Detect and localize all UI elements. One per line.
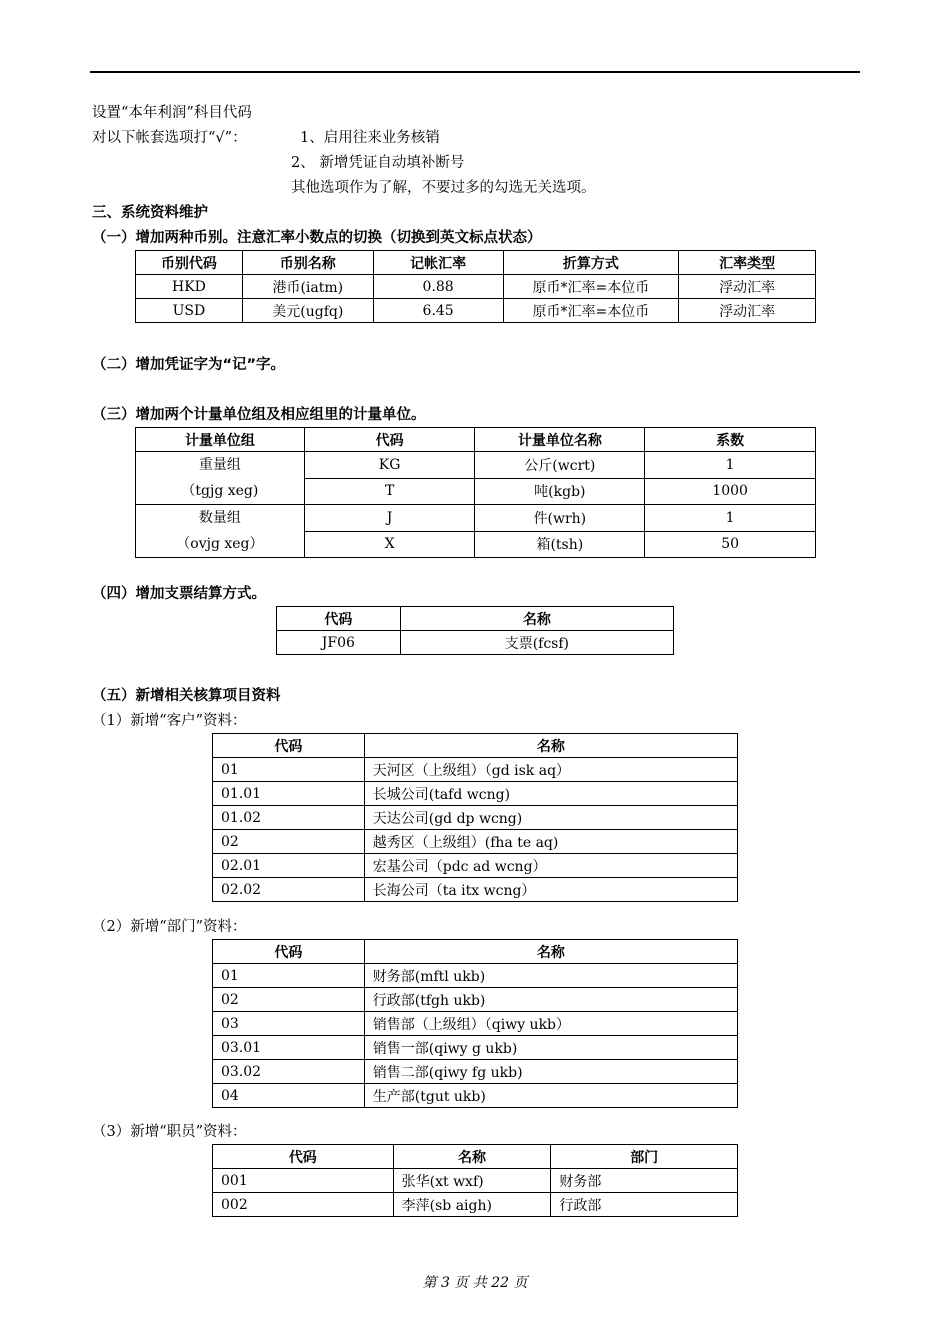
table-cell: 李萍(sb aigh) — [393, 1193, 551, 1217]
dept-label: （2）新增“部门”资料： — [92, 919, 247, 935]
table-cell: 1 — [645, 452, 816, 479]
table-cell: 天河区（上级组）（gd isk aq） — [364, 758, 737, 782]
table-row — [213, 1036, 738, 1060]
s3-title: （三）增加两个计量单位组及相应组里的计量单位。 — [92, 407, 426, 423]
page-footer: 第 3 页 共 22 页 — [422, 1275, 528, 1291]
s5-title: （五）新增相关核算项目资料 — [92, 688, 281, 704]
table-cell: 长城公司(tafd wcng) — [364, 782, 737, 806]
table-row — [213, 758, 738, 782]
unit-group-code: （tgjg xeg) — [181, 483, 259, 499]
table-cell: 张华(xt wxf) — [393, 1169, 551, 1193]
table-cell: 1 — [645, 505, 816, 532]
col-header: 汇率类型 — [679, 251, 816, 275]
unit-group-name: 数量组 — [198, 510, 241, 526]
table-row — [136, 505, 816, 532]
table-row — [277, 631, 674, 655]
table-row — [213, 988, 738, 1012]
unit-table — [135, 427, 816, 558]
table-header-row — [136, 251, 816, 275]
table-cell: 生产部(tgut ukb) — [364, 1084, 737, 1108]
unit-group-name: 重量组 — [198, 457, 241, 473]
table-cell: 001 — [213, 1169, 394, 1193]
table-row — [213, 782, 738, 806]
table-row — [213, 964, 738, 988]
table-cell: 02 — [213, 988, 365, 1012]
table-cell: 港币(iatm) — [242, 275, 373, 299]
table-cell: 50 — [645, 531, 816, 558]
intro-option-1: 1、启用往来业务核销 — [300, 130, 440, 146]
customer-table — [212, 733, 738, 902]
table-cell: 02 — [213, 830, 365, 854]
table-cell: 0.88 — [373, 275, 503, 299]
table-cell: 销售二部(qiwy fg ukb) — [364, 1060, 737, 1084]
table-cell: 行政部 — [551, 1193, 738, 1217]
table-cell: 越秀区（上级组）(fha te aq) — [364, 830, 737, 854]
col-header: 名称 — [364, 940, 737, 964]
table-header-row — [136, 428, 816, 452]
table-cell: 03.02 — [213, 1060, 365, 1084]
col-header: 部门 — [551, 1145, 738, 1169]
header-rule — [90, 71, 860, 73]
table-cell: 1000 — [645, 478, 816, 505]
table-cell: 财务部(mftl ukb) — [364, 964, 737, 988]
unit-group-cell — [136, 452, 305, 505]
intro-line-1: 设置“本年利润”科目代码 — [92, 105, 252, 121]
col-header: 名称 — [364, 734, 737, 758]
table-cell: 销售部（上级组）（qiwy ukb） — [364, 1012, 737, 1036]
table-row — [213, 1060, 738, 1084]
table-row — [136, 299, 816, 323]
col-header: 系数 — [645, 428, 816, 452]
section-3-title: 三、系统资料维护 — [92, 205, 208, 221]
table-cell: HKD — [136, 275, 243, 299]
s2-title: （二）增加凭证字为“记”字。 — [92, 357, 286, 373]
table-cell: KG — [304, 452, 475, 479]
table-cell: 浮动汇率 — [679, 299, 816, 323]
table-cell: 6.45 — [373, 299, 503, 323]
table-cell: 吨(kgb) — [475, 478, 645, 505]
table-header-row — [213, 940, 738, 964]
col-header: 折算方式 — [503, 251, 679, 275]
table-cell: 财务部 — [551, 1169, 738, 1193]
staff-label: （3）新增“职员”资料： — [92, 1124, 247, 1140]
table-cell: T — [304, 478, 475, 505]
table-row — [136, 452, 816, 479]
col-header: 代码 — [304, 428, 475, 452]
col-header: 代码 — [277, 607, 401, 631]
table-cell: 02.01 — [213, 854, 365, 878]
col-header: 计量单位组 — [136, 428, 305, 452]
table-cell: 长海公司（ta itx wcng） — [364, 878, 737, 902]
table-cell: 04 — [213, 1084, 365, 1108]
intro-option-3: 其他选项作为了解，不要过多的勾选无关选项。 — [291, 180, 596, 196]
col-header: 计量单位名称 — [475, 428, 645, 452]
table-cell: 销售一部(qiwy g ukb) — [364, 1036, 737, 1060]
table-cell: 01 — [213, 964, 365, 988]
table-cell: USD — [136, 299, 243, 323]
table-cell: J — [304, 505, 475, 532]
table-row — [213, 854, 738, 878]
table-cell: 03.01 — [213, 1036, 365, 1060]
table-cell: 01.01 — [213, 782, 365, 806]
unit-group-cell — [136, 505, 305, 558]
col-header: 名称 — [400, 607, 673, 631]
table-cell: JF06 — [277, 631, 401, 655]
col-header: 币别名称 — [242, 251, 373, 275]
table-cell: 支票(fcsf) — [400, 631, 673, 655]
table-row — [213, 1193, 738, 1217]
intro-line-2-prefix: 对以下帐套选项打“√”： — [92, 130, 247, 146]
table-cell: 原币*汇率=本位币 — [503, 299, 679, 323]
table-header-row — [213, 734, 738, 758]
col-header: 记帐汇率 — [373, 251, 503, 275]
table-cell: 02.02 — [213, 878, 365, 902]
intro-option-2: 2、 新增凭证自动填补断号 — [291, 155, 465, 171]
settlement-table — [276, 606, 674, 655]
col-header: 名称 — [393, 1145, 551, 1169]
table-cell: 公斤(wcrt) — [475, 452, 645, 479]
table-cell: 原币*汇率=本位币 — [503, 275, 679, 299]
table-cell: X — [304, 531, 475, 558]
table-header-row — [213, 1145, 738, 1169]
table-cell: 箱(tsh) — [475, 531, 645, 558]
table-row — [213, 878, 738, 902]
staff-table — [212, 1144, 738, 1217]
table-row — [213, 830, 738, 854]
table-cell: 01 — [213, 758, 365, 782]
table-cell: 天达公司(gd dp wcng) — [364, 806, 737, 830]
col-header: 代码 — [213, 734, 365, 758]
s4-title: （四）增加支票结算方式。 — [92, 586, 266, 602]
col-header: 币别代码 — [136, 251, 243, 275]
table-row — [213, 1012, 738, 1036]
table-row — [213, 806, 738, 830]
table-row — [213, 1084, 738, 1108]
table-row — [136, 275, 816, 299]
table-cell: 宏基公司（pdc ad wcng） — [364, 854, 737, 878]
s1-title: （一）增加两种币别。注意汇率小数点的切换（切换到英文标点状态） — [92, 230, 542, 246]
table-cell: 美元(ugfq) — [242, 299, 373, 323]
col-header: 代码 — [213, 940, 365, 964]
table-cell: 03 — [213, 1012, 365, 1036]
table-cell: 浮动汇率 — [679, 275, 816, 299]
dept-table — [212, 939, 738, 1108]
table-header-row — [277, 607, 674, 631]
table-cell: 行政部(tfgh ukb) — [364, 988, 737, 1012]
col-header: 代码 — [213, 1145, 394, 1169]
table-cell: 01.02 — [213, 806, 365, 830]
table-cell: 件(wrh) — [475, 505, 645, 532]
unit-group-code: （ovjg xeg） — [176, 536, 264, 552]
currency-table — [135, 250, 816, 323]
table-row — [213, 1169, 738, 1193]
customer-label: （1）新增“客户”资料： — [92, 713, 247, 729]
table-cell: 002 — [213, 1193, 394, 1217]
